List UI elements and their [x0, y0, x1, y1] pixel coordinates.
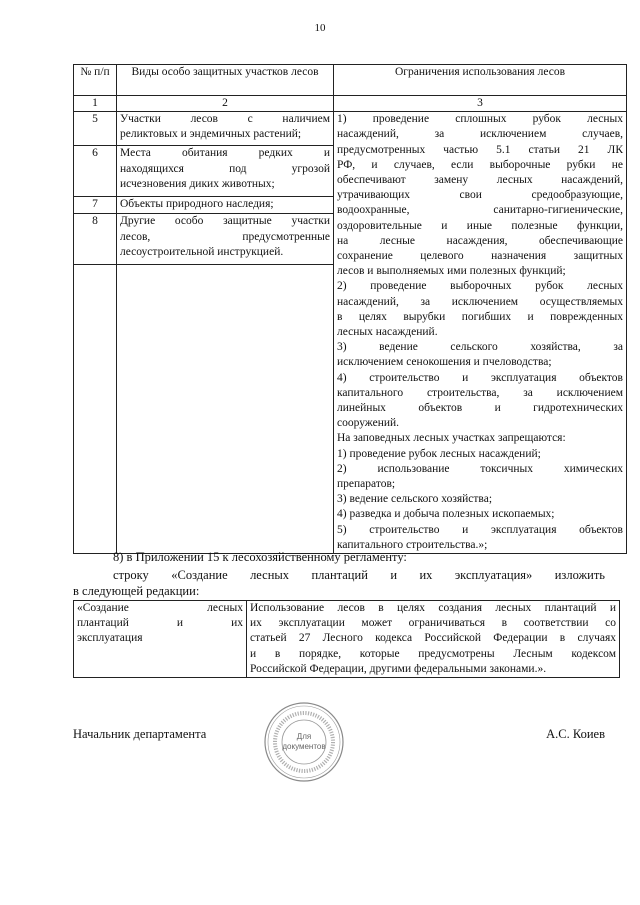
- restriction-line: насаждений, за исключением осуществляемых: [337, 295, 623, 308]
- restriction-line: 1) проведение сплошных рубок лесных: [337, 113, 623, 126]
- restriction-line: сохранение целевого назначения защитных: [337, 250, 623, 263]
- restrictions-table: [73, 64, 627, 554]
- restriction-line: 5) строительство и эксплуатация объектов: [337, 523, 623, 536]
- kind-line: Места обитания редких и: [120, 147, 330, 160]
- restriction-line: линейных объектов и гидротехнических: [337, 402, 623, 415]
- row-num: 5: [74, 112, 117, 146]
- text-line: Российской Федерации, другими федеральными законами.».: [250, 662, 547, 675]
- restriction-line: насаждений, за исключением случаев,: [337, 128, 623, 141]
- plantation-text-cell: [247, 601, 620, 678]
- item8-heading: 8) в Приложении 15 к лесохозяйственному регламенту:: [113, 550, 407, 564]
- header-restrictions: Ограничения использования лесов: [334, 65, 627, 96]
- row-kind: [117, 112, 334, 146]
- text-line: их эксплуатации может ограничиваться в соответствии со: [250, 617, 616, 630]
- colnum-2: 2: [117, 96, 334, 112]
- kind-line: лесов, предусмотренные: [120, 230, 330, 243]
- restriction-line: сооружений.: [337, 417, 400, 430]
- restriction-line: капитального строительства, за исключением: [337, 386, 623, 399]
- restriction-line: водоохранные, санитарно-гигиенические,: [337, 204, 623, 217]
- kind-line: находящихся под угрозой: [120, 162, 330, 175]
- table-colnum-row: [74, 96, 627, 112]
- signature-name: А.С. Коиев: [546, 727, 605, 741]
- restriction-line: предусмотренных частью 5.1 статьи 21 ЛК: [337, 143, 623, 156]
- restriction-line: препаратов;: [337, 478, 396, 491]
- restriction-line: лесов и выполняемых ими полезных функций;: [337, 265, 566, 278]
- header-num: № п/п: [74, 65, 117, 96]
- table-row: [74, 601, 620, 678]
- empty-cell: [74, 265, 117, 554]
- text-line: статьей 27 Лесного кодекса Российской Федерации в случаях: [250, 632, 616, 645]
- restriction-line: РФ, и случаев, если выборочные рубки не: [337, 158, 623, 171]
- restriction-line: 3) ведение сельского хозяйства, за: [337, 341, 623, 354]
- kind-line: Другие особо защитные участки: [120, 215, 330, 228]
- item8-instruction-tail: в следующей редакции:: [73, 584, 200, 598]
- stamp-text: документов: [282, 742, 326, 751]
- plantation-table: [73, 600, 620, 678]
- row-kind: [117, 196, 334, 214]
- kind-line: лесоустроительной инструкцией.: [120, 245, 284, 258]
- kind-line: исчезновения диких животных;: [120, 177, 275, 190]
- restriction-line: лесных насаждений.: [337, 326, 438, 339]
- text-line: и в порядке, которые предусмотрены Лесным кодексом: [250, 647, 616, 660]
- restriction-line: 1) проведение рубок лесных насаждений;: [337, 447, 541, 460]
- header-kind: Виды особо защитных участков лесов: [117, 65, 334, 96]
- restrictions-cell: [334, 112, 627, 554]
- kind-line: Участки лесов с наличием: [120, 113, 330, 126]
- colnum-1: 1: [74, 96, 117, 112]
- restriction-line: в целях вырубки погибших и поврежденных: [337, 310, 623, 323]
- table-header-row: [74, 65, 627, 96]
- item8-instruction: строку «Создание лесных плантаций и их эксплуатация» изложить: [113, 568, 605, 582]
- seal-stamp: [263, 701, 345, 783]
- kind-line: Объекты природного наследия;: [120, 197, 274, 210]
- restriction-line: исключением сенокошения и пчеловодства;: [337, 356, 552, 369]
- restriction-line: 2) проведение выборочных рубок лесных: [337, 280, 623, 293]
- row-kind: [117, 214, 334, 265]
- title-line: «Создание лесных: [77, 602, 243, 614]
- restriction-line: 3) ведение сельского хозяйства;: [337, 493, 493, 506]
- title-line: эксплуатация: [77, 632, 143, 645]
- empty-cell: [117, 265, 334, 554]
- signature-position: Начальник департамента: [73, 727, 207, 741]
- restriction-line: обеспечивают замену лесных насаждений,: [337, 174, 623, 187]
- colnum-3: 3: [334, 96, 627, 112]
- title-line: плантаций и их: [77, 617, 243, 630]
- text-line: Использование лесов в целях создания лесных плантаций и: [250, 602, 616, 614]
- restriction-line: На заповедных лесных участках запрещаются:: [337, 432, 566, 445]
- restriction-line: оздоровительные и иные полезные функции,: [337, 219, 623, 232]
- row-num: 7: [74, 196, 117, 214]
- restriction-line: утрачивающих свои средообразующие,: [337, 189, 623, 202]
- row-num: 6: [74, 146, 117, 197]
- row-num: 8: [74, 214, 117, 265]
- restriction-line: 4) разведка и добыча полезных ископаемых;: [337, 508, 555, 521]
- table-row: [74, 112, 627, 146]
- kind-line: реликтовых и эндемичных растений;: [120, 128, 302, 141]
- page-number: 10: [314, 22, 326, 34]
- restriction-line: 2) использование токсичных химических: [337, 462, 623, 475]
- row-kind: [117, 146, 334, 197]
- stamp-text: Для: [296, 732, 312, 741]
- restriction-line: 4) строительство и эксплуатация объектов: [337, 371, 623, 384]
- restriction-line: на лесные насаждения, обеспечивающие: [337, 234, 623, 247]
- plantation-title-cell: [74, 601, 247, 678]
- restriction-line: капитального строительства.»;: [337, 538, 488, 551]
